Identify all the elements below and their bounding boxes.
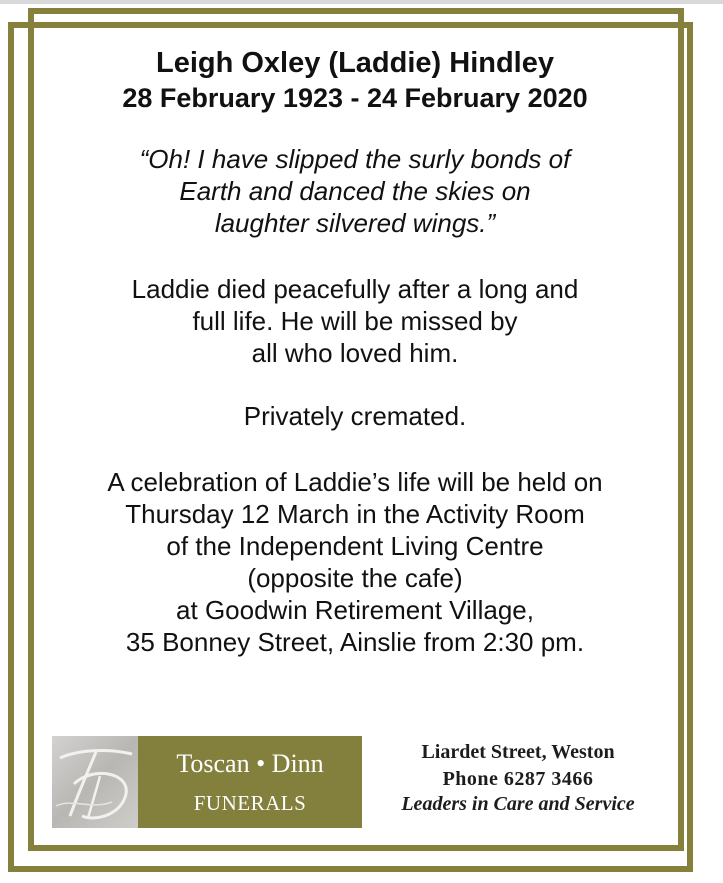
td-monogram-logo	[52, 736, 138, 828]
company-phone: Phone 6287 3466	[442, 768, 594, 790]
company-address: Liardet Street, Weston	[421, 741, 615, 763]
company-logo-block	[138, 736, 362, 828]
company-name: Toscan • Dinn	[176, 749, 324, 778]
celebration-line: at Goodwin Retirement Village,	[176, 595, 534, 625]
celebration-line: A celebration of Laddie’s life will be held on	[107, 467, 603, 497]
contact-details	[364, 736, 672, 828]
funeral-director-advert	[52, 736, 672, 828]
tribute-line: Laddie died peacefully after a long and	[131, 274, 579, 304]
poem-quote	[40, 143, 670, 239]
celebration-line: Thursday 12 March in the Activity Room	[125, 499, 585, 529]
deceased-name: Leigh Oxley (Laddie) Hindley	[155, 47, 554, 79]
quote-line: Earth and danced the skies on	[179, 176, 531, 206]
cremation-note: Privately cremated.	[243, 401, 467, 431]
tribute-line: all who loved him.	[251, 338, 459, 368]
celebration-paragraph	[40, 466, 670, 658]
notice-body	[40, 45, 670, 658]
celebration-line: of the Independent Living Centre	[166, 531, 544, 561]
top-strip	[0, 0, 723, 4]
life-dates: 28 February 1923 - 24 February 2020	[122, 83, 588, 113]
quote-line: laughter silvered wings.”	[214, 208, 496, 238]
quote-line: “Oh! I have slipped the surly bonds of	[139, 144, 571, 174]
celebration-line: 35 Bonney Street, Ainslie from 2:30 pm.	[125, 627, 585, 657]
tribute-line: full life. He will be missed by	[192, 306, 518, 336]
company-tagline: Leaders in Care and Service	[401, 793, 635, 815]
company-type: FUNERALS	[193, 791, 307, 815]
celebration-line: (opposite the cafe)	[247, 563, 463, 593]
tribute-paragraph	[40, 273, 670, 369]
